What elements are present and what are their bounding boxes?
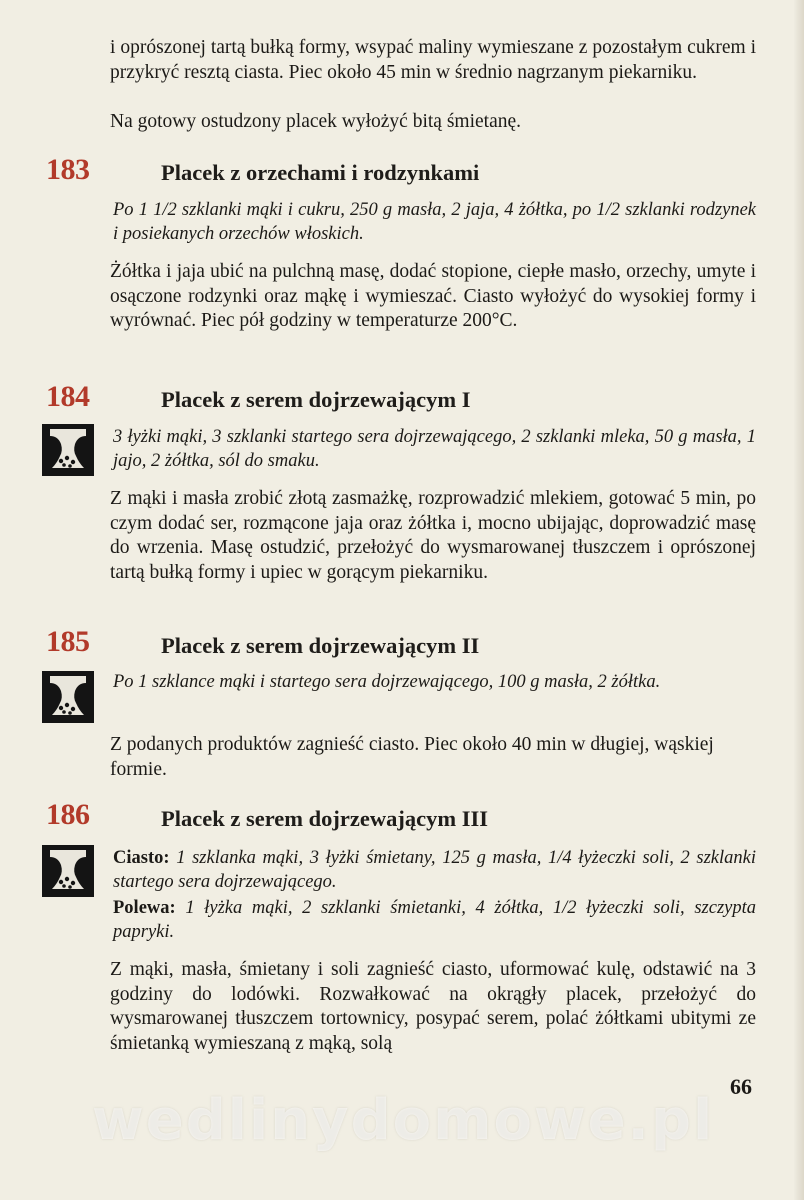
- recipe-title: Placek z serem dojrzewającym II: [161, 633, 480, 658]
- recipe-method: Z mąki i masła zrobić złotą zasmażkę, rozprowadzić mlekiem, gotować 5 min, po czym dodać ser, rozmącone jaja oraz żółtka i, mocno ubijając, doprowadzić masę do wrzenia. Masę ostudzić, przełożyć do wysmarowanej tłuszczem i oprószonej tartą bułką formy i upiec w gorącym piekarniku.: [110, 488, 756, 583]
- recipe-method: Żółtka i jaja ubić na pulchną masę, dodać stopione, ciepłe masło, orzechy, umyte i osączone rodzynki oraz mąkę i wymieszać. Ciasto wyłożyć do wysokiej formy i wyrównać. Piec pół godziny w temperaturze 200°C.: [110, 261, 756, 332]
- recipe-number: 184: [46, 380, 90, 413]
- recipe-number: 185: [46, 625, 90, 658]
- dough-label: Ciasto:: [113, 848, 170, 868]
- dough-ingredients: 1 szklanka mąki, 3 łyżki śmietany, 125 g masła, 1/4 łyżeczki soli, 2 szklanki startego sera dojrzewającego.: [113, 848, 757, 892]
- recipe-topping: [113, 896, 756, 944]
- recipe-number: 183: [46, 153, 90, 186]
- topping-label: Polewa:: [113, 898, 176, 918]
- recipe-ingredients: 3 łyżki mąki, 3 szklanki startego sera dojrzewającego, 2 szklanki mleka, 50 g masła, 1 jajo, 2 żółtka, sól do smaku.: [113, 427, 756, 471]
- cheese-grater-icon: [42, 845, 94, 897]
- cheese-grater-icon: [42, 424, 94, 476]
- recipe-title: Placek z orzechami i rodzynkami: [161, 160, 480, 185]
- page-number: 66: [730, 1074, 752, 1099]
- recipe-title: Placek z serem dojrzewającym III: [161, 806, 488, 831]
- recipe-title: Placek z serem dojrzewającym I: [161, 387, 471, 412]
- recipe-ingredients: Po 1 szklance mąki i startego sera dojrzewającego, 100 g masła, 2 żółtka.: [113, 672, 661, 692]
- recipe-dough: [113, 846, 756, 894]
- page-edge-shadow: [794, 0, 804, 1200]
- recipe-method: Z podanych produktów zagnieść ciasto. Piec około 40 min w długiej, wąskiej formie.: [110, 734, 714, 780]
- recipe-ingredients: Po 1 1/2 szklanki mąki i cukru, 250 g masła, 2 jaja, 4 żółtka, po 1/2 szklanki rodzynek i posiekanych orzechów włoskich.: [113, 200, 756, 244]
- recipe-number: 186: [46, 798, 90, 831]
- cheese-grater-icon: [42, 671, 94, 723]
- topping-ingredients: 1 łyżka mąki, 2 szklanki śmietanki, 4 żółtka, 1/2 łyżeczki soli, szczypta papryki.: [113, 898, 756, 942]
- intro-text: i oprószonej tartą bułką formy, wsypać maliny wymieszane z pozostałym cukrem i przykryć resztą ciasta. Piec około 45 min w średnio nagrzanym piekarniku.: [110, 37, 756, 83]
- recipe-method: Z mąki, masła, śmietany i soli zagnieść ciasto, uformować kulę, odstawić na 3 godziny do lodówki. Rozwałkować na okrągły placek, przełożyć do wysmarowanej tłuszczem tortownicy, posypać serem, polać żółtkami ubitymi ze śmietanką wymieszaną z mąką, solą: [110, 959, 756, 1054]
- watermark: wedlinydomowe.pl: [92, 1088, 715, 1153]
- intro-tail: Na gotowy ostudzony placek wyłożyć bitą śmietanę.: [110, 111, 522, 132]
